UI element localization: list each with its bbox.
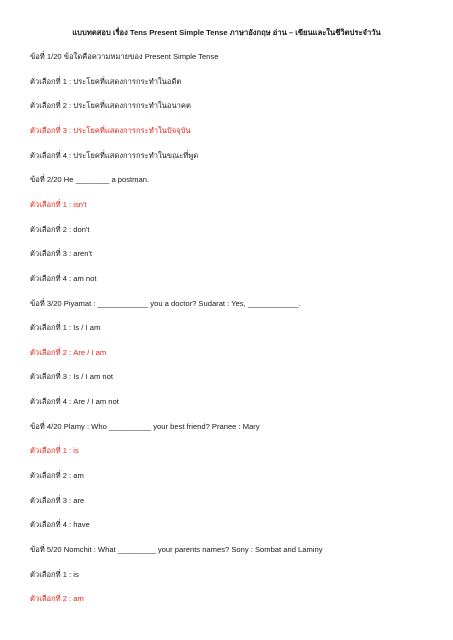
answer-option-correct: ตัวเลือกที่ 2 : Are / I am bbox=[30, 347, 107, 357]
answer-option: ตัวเลือกที่ 3 : are bbox=[30, 495, 85, 505]
answer-option: ตัวเลือกที่ 1 : is bbox=[30, 569, 79, 579]
answer-option: ตัวเลือกที่ 1 : Is / I am bbox=[30, 323, 101, 333]
answer-option: ตัวเลือกที่ 3 : Is / I am not bbox=[30, 372, 113, 382]
question-text: ข้อที่ 2/20 He ________ a postman. bbox=[30, 175, 150, 185]
question-text: ข้อที่ 5/20 Nomchit : What _________ your parents names? Sony : Sombat and Laminy bbox=[30, 545, 323, 554]
question-text: ข้อที่ 3/20 Piyamat : ____________ you a doctor? Sudarat : Yes, ____________. bbox=[30, 298, 301, 308]
answer-option: ตัวเลือกที่ 2 : don't bbox=[30, 224, 90, 234]
answer-option-correct: ตัวเลือกที่ 2 : am bbox=[30, 594, 84, 604]
answer-option: ตัวเลือกที่ 4 : ประโยคที่แสดงการกระทำในขณะที่พูด bbox=[30, 150, 199, 160]
answer-option: ตัวเลือกที่ 3 : aren't bbox=[30, 249, 93, 259]
answer-option: ตัวเลือกที่ 4 : Are / I am not bbox=[30, 397, 119, 407]
answer-option-correct: ตัวเลือกที่ 1 : is bbox=[30, 446, 79, 456]
answer-option-correct: ตัวเลือกที่ 1 : isn't bbox=[30, 199, 87, 209]
question-text: ข้อที่ 1/20 ข้อใดคือความหมายของ Present Simple Tense bbox=[30, 52, 219, 61]
answer-option: ตัวเลือกที่ 4 : am not bbox=[30, 273, 97, 283]
question-text: ข้อที่ 4/20 Plamy : Who __________ your best friend? Pranee : Mary bbox=[30, 421, 260, 431]
answer-option: ตัวเลือกที่ 1 : ประโยคที่แสดงการกระทำในอดีต bbox=[30, 76, 182, 86]
answer-option: ตัวเลือกที่ 2 : ประโยคที่แสดงการกระทำในอนาคต bbox=[30, 101, 191, 111]
answer-option: ตัวเลือกที่ 2 : am bbox=[30, 471, 84, 480]
document-title: แบบทดสอบ เรื่อง Tens Present Simple Tense ภาษาอังกฤษ อ่าน – เขียนและในชีวิตประจำวัน bbox=[72, 28, 381, 37]
answer-option-correct: ตัวเลือกที่ 3 : ประโยคที่แสดงการกระทำในปัจจุบัน bbox=[30, 125, 191, 135]
answer-option: ตัวเลือกที่ 4 : have bbox=[30, 520, 90, 530]
